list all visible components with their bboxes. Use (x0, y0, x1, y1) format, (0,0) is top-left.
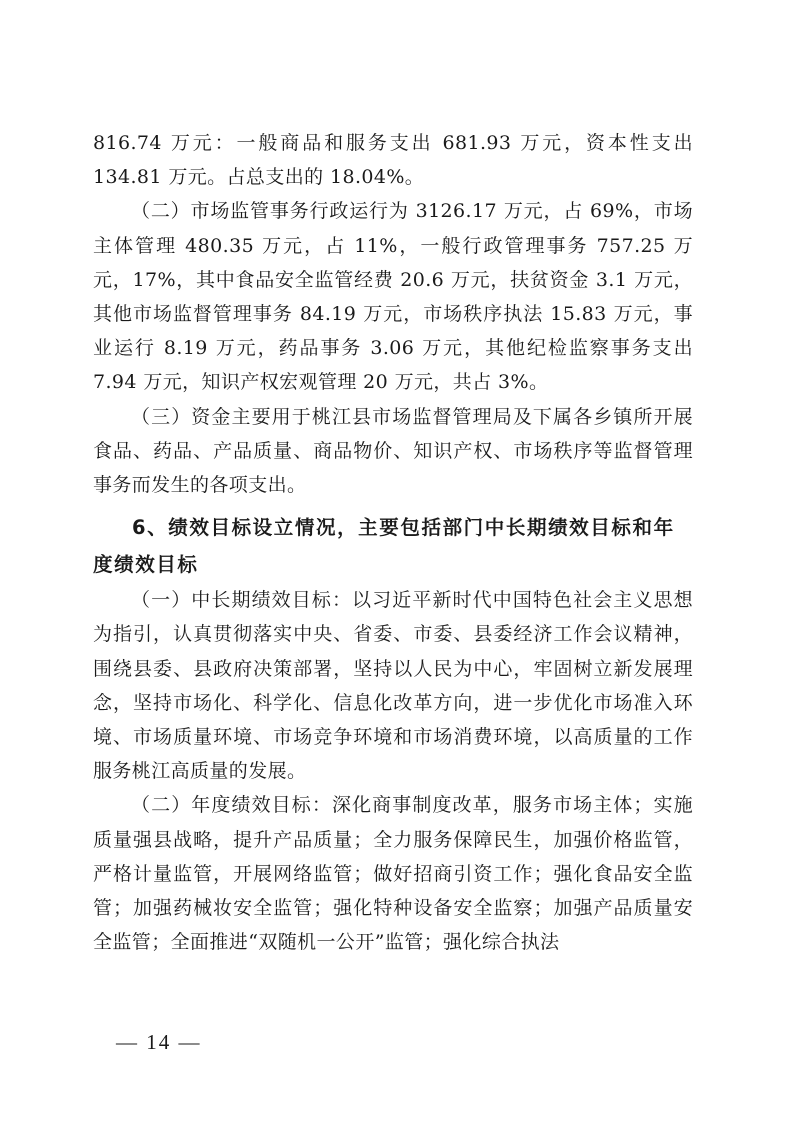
paragraph-annual-goals: （二）年度绩效目标：深化商事制度改革，服务市场主体；实施质量强县战略，提升产品质量；全力服务保障民生，加强价格监管，严格计量监管，开展网络监管；做好招商引资工作；强化食品安全监管；加强药械妆安全监管；强化特种设备安全监察；加强产品质量安全监管；全面推进“双随机一公开”监管；强化综合执法 (93, 794, 693, 954)
paragraph-expense-continuation: 816.74 万元：一般商品和服务支出 681.93 万元，资本性支出 134.81 万元。占总支出的 18.04%。 (93, 132, 693, 189)
paragraph-long-term-goals: （一）中长期绩效目标：以习近平新时代中国特色社会主义思想为指引，认真贯彻落实中央、省委、市委、县委经济工作会议精神，围绕县委、县政府决策部署，坚持以人民为中心，牢固树立新发展理念，坚持市场化、科学化、信息化改革方向，进一步优化市场准入环境、市场质量环境、市场竞争环境和市场消费环境，以高质量的工作服务桃江高质量的发展。 (93, 589, 693, 783)
paragraph-section-three: （三）资金主要用于桃江县市场监督管理局及下属各乡镇所开展食品、药品、产品质量、商品物价、知识产权、市场秩序等监督管理事务而发生的各项支出。 (93, 405, 693, 497)
page-number: — 14 — (116, 1030, 202, 1054)
document-body (93, 126, 693, 959)
section-heading-performance-goals: 6、绩效目标设立情况，主要包括部门中长期绩效目标和年度绩效目标 (93, 516, 675, 577)
paragraph-section-two: （二）市场监管事务行政运行为 3126.17 万元，占 69%，市场主体管理 480.35 万元，占 11%，一般行政管理事务 757.25 万元，17%，其中食品安全监管经费 20.6 万元，扶贫资金 3.1 万元，其他市场监督管理事务 84.19 万元，市场秩序执法 15.83 万元，事业运行 8.19 万元，药品事务 3.06 万元，其他纪检监察事务支出 7.94 万元，知识产权宏观管理 20 万元，共占 3%。 (93, 200, 693, 394)
